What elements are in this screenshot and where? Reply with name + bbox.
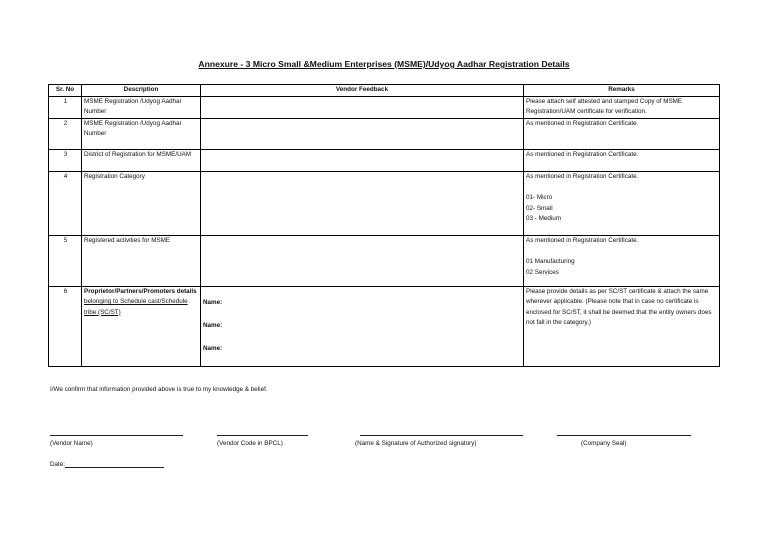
table-row <box>49 171 720 235</box>
activity-option: 02 Services <box>526 268 559 276</box>
signature-line <box>557 430 691 436</box>
page-title: Annexure - 3 Micro Small &Medium Enterprises (MSME)/Udyog Aadhar Registration Details <box>198 59 570 69</box>
table-row <box>49 235 720 286</box>
remarks-cell <box>524 171 720 235</box>
msme-details-table <box>48 84 720 367</box>
vendor-feedback-field[interactable] <box>201 149 524 171</box>
signature-label: (Vendor Code in BPCL) <box>217 440 283 447</box>
description-cell: MSME Registration /Udyog Aadhar Number <box>82 96 201 118</box>
confirmation-statement: I/We confirm that information provided above is true to my knowledge & belief. <box>50 386 268 393</box>
name-field[interactable]: Name: <box>203 298 223 306</box>
description-underlined: belonging to Schedule cast/Schedule tribe (SC/ST) <box>84 298 188 316</box>
signature-line <box>360 430 523 436</box>
description-cell: Registration Category <box>82 171 201 235</box>
vendor-name-signature[interactable] <box>50 430 183 447</box>
remarks-cell: As mentioned in Registration Certificate. <box>524 118 720 149</box>
vendor-feedback-field[interactable] <box>201 171 524 235</box>
category-option: 02- Small <box>526 204 553 212</box>
signature-label: (Vendor Name) <box>50 440 93 447</box>
date-field[interactable] <box>50 460 164 468</box>
table-row <box>49 286 720 366</box>
remarks-cell <box>524 235 720 286</box>
vendor-code-signature[interactable] <box>217 430 308 447</box>
date-line <box>65 460 164 468</box>
name-field[interactable]: Name: <box>203 321 223 329</box>
table-row <box>49 96 720 118</box>
name-field[interactable]: Name: <box>203 344 223 352</box>
authorized-signatory[interactable] <box>355 430 523 447</box>
sr-cell: 1 <box>49 96 82 118</box>
activity-option: 01 Manufacturing <box>526 258 575 265</box>
description-bold: Proprietor/Partners/Promoters details <box>84 287 197 295</box>
sr-cell: 3 <box>49 149 82 171</box>
header-vendor-feedback: Vendor Feedback <box>201 85 524 97</box>
remarks-line: As mentioned in Registration Certificate. <box>526 236 639 244</box>
sr-cell: 4 <box>49 171 82 235</box>
sr-cell: 5 <box>49 235 82 286</box>
vendor-feedback-field[interactable] <box>201 96 524 118</box>
remarks-line: As mentioned in Registration Certificate. <box>526 172 639 180</box>
vendor-feedback-names <box>201 286 524 366</box>
vendor-feedback-field[interactable] <box>201 118 524 149</box>
description-cell: Registered activities for MSME <box>82 235 201 286</box>
table-row <box>49 149 720 171</box>
date-label: Date: <box>50 461 66 468</box>
category-option: 01- Micro <box>526 194 553 201</box>
header-remarks: Remarks <box>524 85 720 97</box>
description-cell <box>82 286 201 366</box>
remarks-cell: Please attach self attested and stamped Copy of MSME Registration/UAM certificate for verification. <box>524 96 720 118</box>
signature-label: (Name & Signature of Authorized signatory) <box>355 440 477 447</box>
vendor-feedback-field[interactable] <box>201 235 524 286</box>
description-cell: District of Registration for MSME/UAM <box>82 149 201 171</box>
company-seal[interactable] <box>557 430 691 447</box>
header-sr-no: Sr. No <box>49 85 82 97</box>
signature-line <box>217 430 308 436</box>
sr-cell: 6 <box>49 286 82 366</box>
sr-cell: 2 <box>49 118 82 149</box>
description-cell: MSME Registration /Udyog Aadhar Number <box>82 118 201 149</box>
remarks-cell: As mentioned in Registration Certificate. <box>524 149 720 171</box>
table-header-row <box>49 85 720 97</box>
header-description: Description <box>82 85 201 97</box>
category-option: 03 - Medium <box>526 215 561 222</box>
signature-label: (Company Seal) <box>581 440 627 447</box>
signature-line <box>50 430 183 436</box>
table-row <box>49 118 720 149</box>
remarks-cell: Please provide details as per SC/ST certificate & attach the same wherever applicable. (Please note that in case no certificate is enclosed for SC/ST, it shall be deemed that the entity owners does not fall in the category.) <box>524 286 720 366</box>
